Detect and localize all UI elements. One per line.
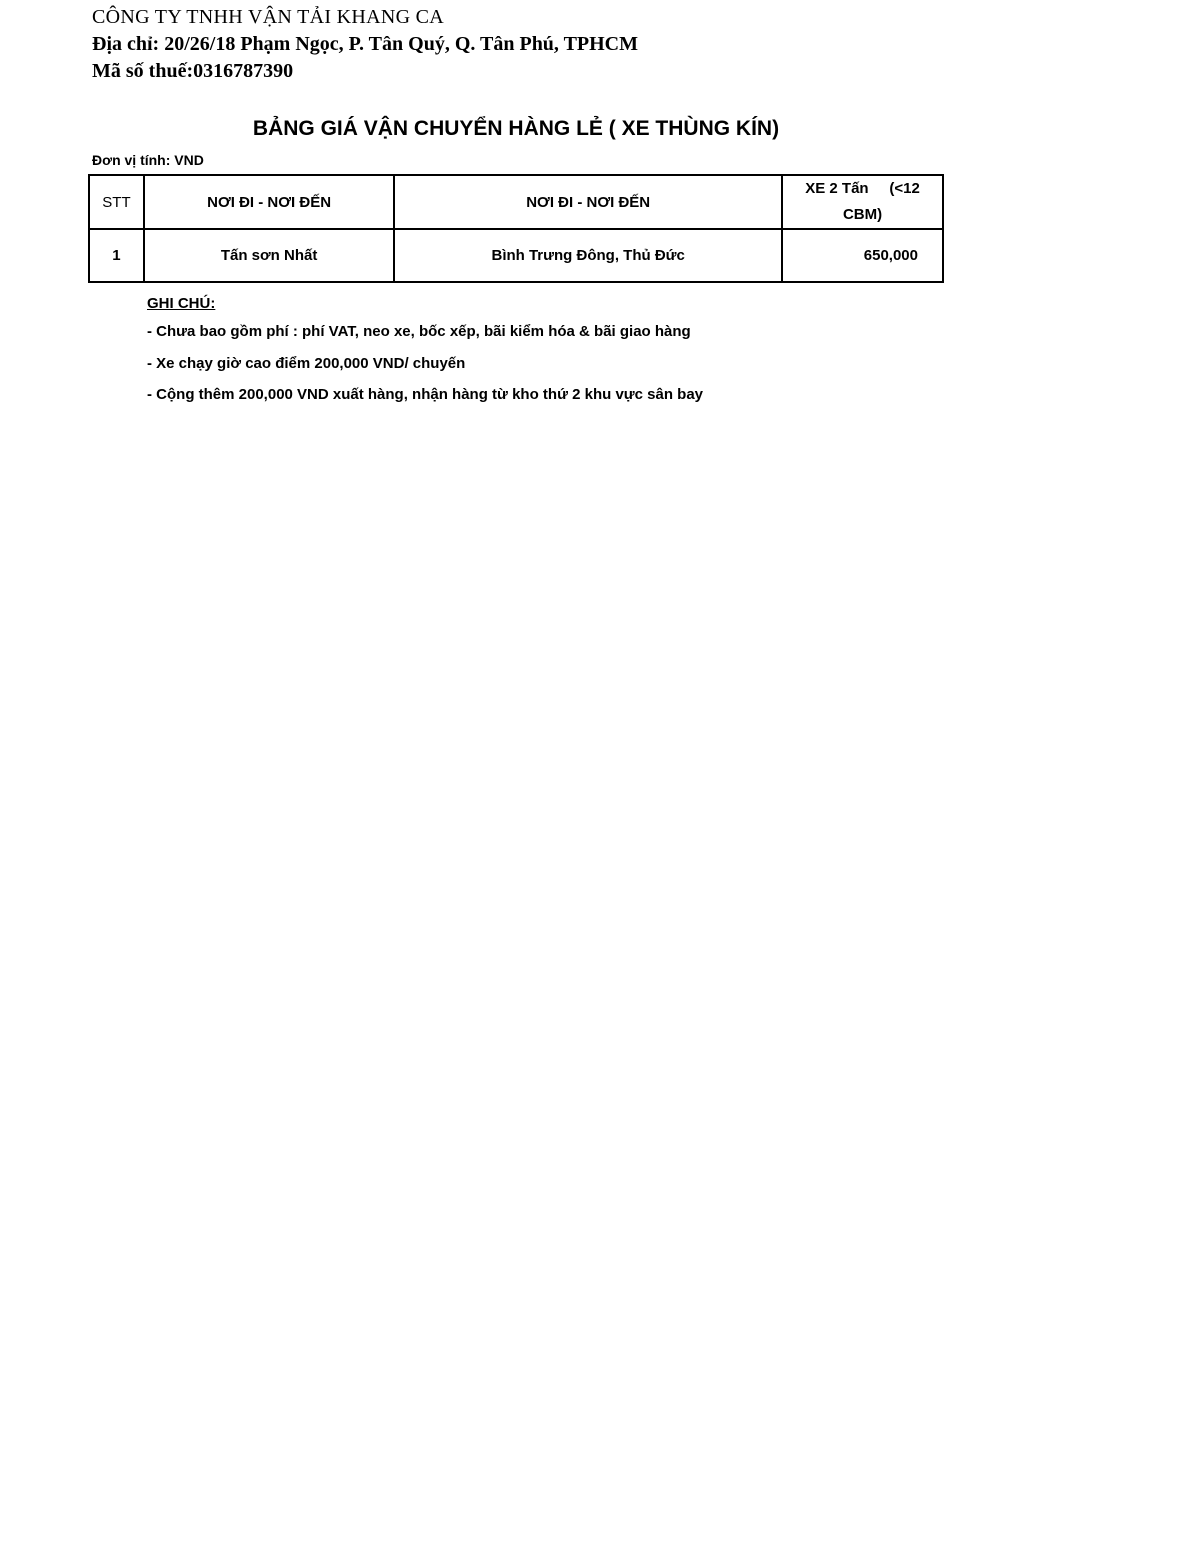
header-origin-destination-2: NƠI ĐI - NƠI ĐẾN	[394, 175, 782, 229]
cell-stt: 1	[89, 229, 144, 282]
header-vehicle-line2: CBM)	[842, 206, 883, 223]
company-name: CÔNG TY TNHH VẬN TẢI KHANG CA	[92, 6, 445, 28]
company-tax-code: Mã số thuế:0316787390	[92, 60, 294, 82]
table-header-row	[89, 175, 943, 229]
document-title: BẢNG GIÁ VẬN CHUYỂN HÀNG LẺ ( XE THÙNG KÍN)	[252, 117, 780, 140]
header-vehicle-2-ton	[782, 175, 943, 229]
cell-price: 650,000	[782, 229, 943, 282]
notes-heading: GHI CHÚ:	[147, 295, 216, 312]
cell-to: Bình Trưng Đông, Thủ Đức	[394, 229, 782, 282]
header-vehicle-line1: XE 2 Tấn (<12	[805, 180, 920, 197]
note-item: - Chưa bao gồm phí : phí VAT, neo xe, bốc xếp, bãi kiểm hóa & bãi giao hàng	[147, 323, 691, 340]
note-item: - Cộng thêm 200,000 VND xuất hàng, nhận hàng từ kho thứ 2 khu vực sân bay	[147, 386, 704, 403]
price-table	[88, 174, 944, 283]
currency-unit: Đơn vị tính: VND	[92, 152, 204, 168]
company-address: Địa chỉ: 20/26/18 Phạm Ngọc, P. Tân Quý, Q. Tân Phú, TPHCM	[92, 33, 639, 55]
notes-section	[147, 292, 703, 411]
header-origin-destination-1: NƠI ĐI - NƠI ĐẾN	[144, 175, 394, 229]
table-row	[89, 229, 943, 282]
company-header	[92, 4, 638, 85]
cell-from: Tấn sơn Nhất	[144, 229, 394, 282]
note-item: - Xe chạy giờ cao điểm 200,000 VND/ chuyến	[147, 354, 466, 372]
header-stt: STT	[89, 175, 144, 229]
